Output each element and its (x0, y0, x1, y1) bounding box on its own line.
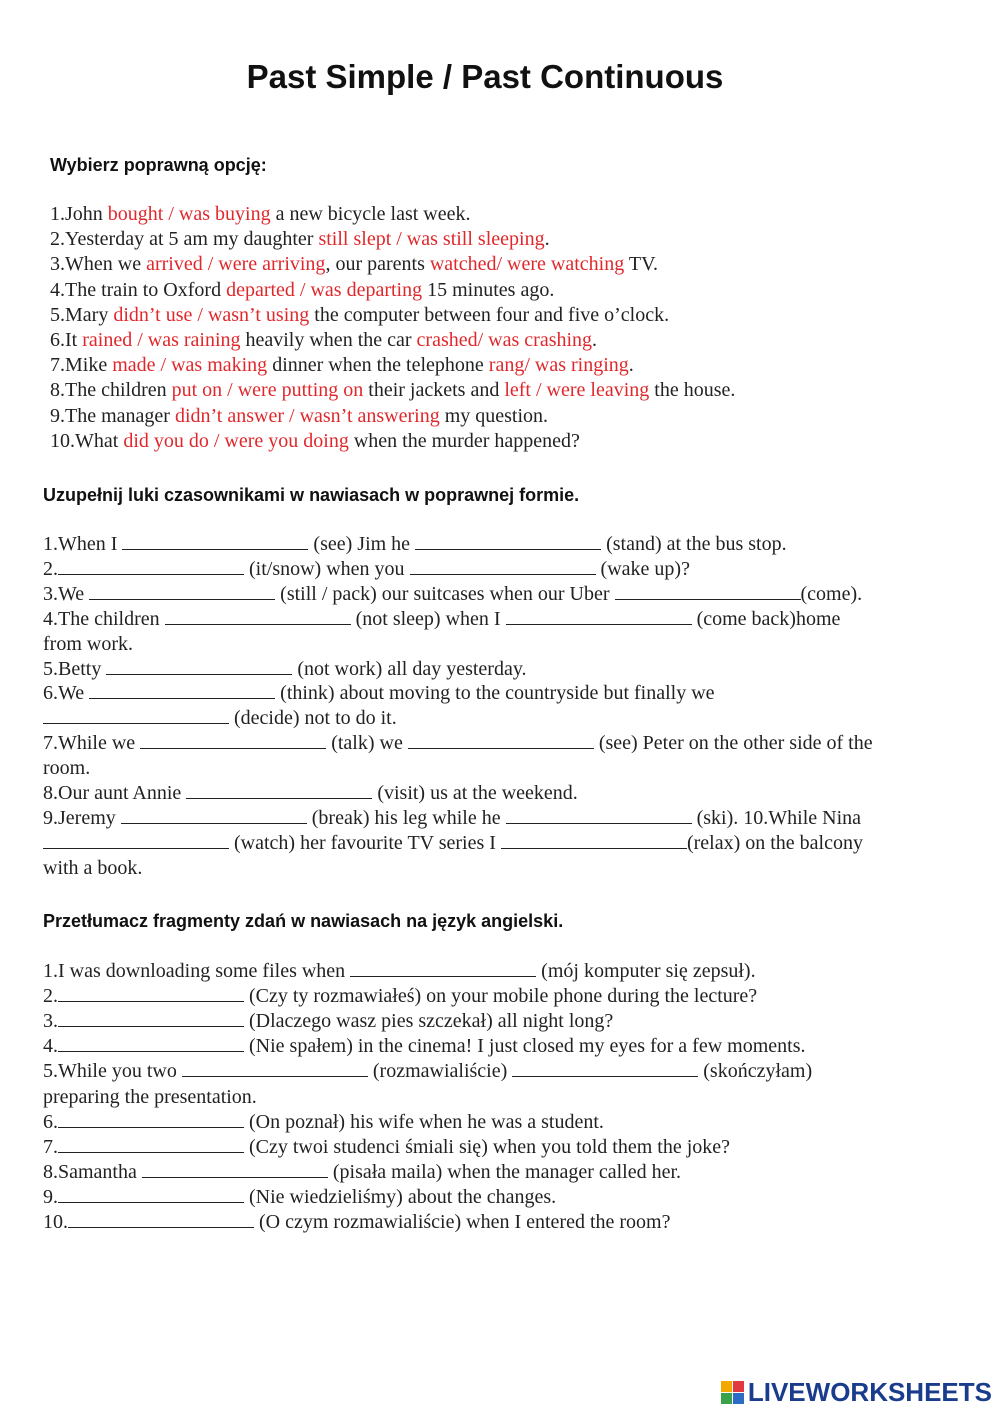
answer-option[interactable]: watched/ were watching (429, 253, 625, 276)
line-text: the house. (649, 379, 736, 402)
line-text: (not work) all day yesterday. (292, 657, 527, 680)
answer-blank[interactable] (350, 960, 536, 977)
section2-line (43, 731, 873, 756)
line-text: 15 minutes ago. (422, 278, 555, 301)
answer-blank[interactable] (58, 1111, 244, 1128)
answer-option[interactable]: bought / was buying (107, 203, 271, 225)
answer-blank[interactable] (121, 807, 307, 824)
line-text: (visit) us at the weekend. (372, 782, 578, 804)
line-text: (O czym rozmawialiście) when I entered the room? (254, 1211, 671, 1233)
line-text: (On poznał) his wife when he was a student. (244, 1110, 604, 1133)
line-text: 9. (43, 1185, 58, 1208)
section2-line (43, 856, 142, 881)
section3-line (43, 1085, 257, 1110)
section2-line (43, 532, 787, 557)
answer-blank[interactable] (165, 608, 351, 625)
section3-line (43, 1185, 556, 1210)
section3-line (43, 1110, 604, 1135)
section3-line (43, 1059, 812, 1084)
answer-blank[interactable] (415, 533, 601, 550)
line-text: preparing the presentation. (43, 1085, 257, 1108)
section3-heading: Przetłumacz fragmenty zdań w nawiasach na język angielski. (43, 911, 564, 931)
line-text: 2. (43, 557, 58, 580)
answer-option[interactable]: left / were leaving (504, 379, 650, 402)
page-title: Past Simple / Past Continuous (246, 58, 724, 95)
line-text: (Czy twoi studenci śmiali się) when you told them the joke? (244, 1135, 731, 1158)
line-text: (break) his leg while he (306, 806, 506, 829)
line-text: 7. (43, 1135, 58, 1158)
liveworksheets-logo[interactable] (721, 1377, 992, 1408)
answer-option[interactable]: crashed/ was crashing (416, 329, 593, 351)
section2-line (43, 582, 862, 607)
line-text: 9.Jeremy (43, 806, 121, 829)
line-text: when the murder happened? (348, 429, 580, 452)
line-text: 3.We (43, 582, 90, 605)
line-text: dinner when the telephone (267, 354, 489, 377)
line-text: 1.John (50, 203, 108, 225)
line-text: (come back)home (691, 607, 841, 630)
line-text: 9.The manager (50, 404, 175, 427)
answer-option[interactable]: didn’t answer / wasn’t answering (174, 404, 440, 427)
section1-line (50, 378, 735, 403)
line-text: 5.Betty (43, 657, 107, 680)
section3-line (43, 1210, 670, 1235)
line-text: 5.Mary (50, 303, 114, 326)
line-text: 10.What (50, 429, 124, 452)
section1-line (50, 227, 550, 252)
line-text: (wake up)? (595, 557, 690, 580)
answer-blank[interactable] (68, 1211, 254, 1228)
line-text: (come). (800, 582, 863, 605)
answer-blank[interactable] (89, 682, 275, 699)
line-text: from work. (43, 632, 133, 655)
line-text: (skończyłam) (698, 1060, 813, 1083)
answer-blank[interactable] (58, 985, 244, 1002)
answer-blank[interactable] (506, 608, 692, 625)
line-text: 10. (43, 1211, 68, 1233)
answer-blank[interactable] (182, 1060, 368, 1077)
line-text: 4.The children (43, 607, 165, 630)
line-text: the computer between four and five o’clock. (309, 303, 670, 326)
answer-blank[interactable] (106, 658, 292, 675)
line-text: 4.The train to Oxford (50, 278, 227, 301)
line-text: (not sleep) when I (350, 607, 506, 630)
line-text: a new bicycle last week. (270, 203, 471, 225)
line-text: 6. (43, 1110, 58, 1133)
answer-blank[interactable] (58, 1186, 244, 1203)
answer-blank[interactable] (58, 1035, 244, 1052)
line-text: (stand) at the bus stop. (601, 533, 787, 555)
line-text: 8.Our aunt Annie (43, 782, 187, 804)
section2-line (43, 806, 861, 831)
section2-line (43, 756, 90, 781)
answer-option[interactable]: did you do / were you doing (123, 429, 349, 452)
section1-line (50, 303, 669, 328)
answer-option[interactable]: still slept / was still sleeping (318, 228, 545, 251)
answer-option[interactable]: departed / was departing (226, 278, 423, 301)
section3-line (43, 1160, 681, 1185)
line-text: (Czy ty rozmawiałeś) on your mobile phone during the lecture? (244, 985, 758, 1008)
line-text: TV. (624, 253, 658, 276)
answer-blank[interactable] (58, 558, 244, 575)
line-text: (Nie spałem) in the cinema! I just closed my eyes for a few moments. (244, 1035, 806, 1058)
line-text: (rozmawialiście) (367, 1060, 513, 1083)
section2-line (43, 557, 690, 582)
logo-text: LIVEWORKSHEETS (747, 1377, 992, 1407)
line-text: , our parents (325, 253, 430, 276)
line-text: with a book. (43, 856, 143, 879)
section2-line (43, 681, 715, 706)
line-text: heavily when the car (240, 329, 417, 351)
line-text: (still / pack) our suitcases when our Uber (275, 582, 615, 605)
answer-blank[interactable] (43, 832, 229, 849)
line-text: 5.While you two (43, 1060, 182, 1083)
answer-option[interactable]: put on / were putting on (171, 379, 364, 402)
line-text: 4. (43, 1035, 58, 1058)
section1-line (50, 202, 471, 227)
answer-blank[interactable] (512, 1060, 698, 1077)
line-text: (think) about moving to the countryside but finally we (275, 682, 715, 705)
line-text: 8.Samantha (43, 1160, 142, 1183)
answer-blank[interactable] (186, 782, 372, 799)
section1-line (50, 278, 554, 303)
line-text: (ski). 10.While Nina (691, 806, 861, 829)
section3-line (43, 1009, 613, 1034)
line-text: 7.Mike (50, 354, 113, 377)
line-text: 2. (43, 985, 58, 1008)
answer-blank[interactable] (501, 832, 687, 849)
answer-blank[interactable] (506, 807, 692, 824)
section1-line (50, 404, 548, 429)
line-text: . (592, 329, 598, 351)
section3-line (43, 984, 757, 1009)
line-text: their jackets and (363, 379, 505, 402)
answer-blank[interactable] (43, 707, 229, 724)
section2-line (43, 781, 578, 806)
answer-option[interactable]: made / was making (112, 354, 268, 377)
line-text: . (544, 228, 550, 251)
line-text: 8.The children (50, 379, 172, 402)
line-text: (it/snow) when you (244, 557, 410, 580)
line-text: 6.It (50, 329, 83, 351)
answer-blank[interactable] (58, 1010, 244, 1027)
answer-option[interactable]: rang/ was ringing (488, 354, 629, 377)
line-text: (watch) her favourite TV series I (229, 831, 501, 854)
line-text: (talk) we (326, 732, 408, 755)
line-text: 1.When I (43, 533, 123, 555)
line-text: (decide) not to do it. (229, 707, 397, 730)
answer-option[interactable]: arrived / were arriving (146, 253, 326, 276)
line-text: 3. (43, 1010, 58, 1033)
answer-option[interactable]: rained / was raining (82, 329, 241, 351)
section2-line (43, 632, 133, 657)
answer-blank[interactable] (410, 558, 596, 575)
section2-line (43, 706, 397, 731)
line-text: (Nie wiedzieliśmy) about the changes. (244, 1185, 557, 1208)
answer-blank[interactable] (58, 1136, 244, 1153)
answer-blank[interactable] (408, 732, 594, 749)
line-text: 3.When we (50, 253, 147, 276)
section2-line (43, 607, 840, 632)
answer-blank[interactable] (615, 583, 801, 600)
logo-grid-icon (721, 1381, 744, 1404)
section3-line (43, 959, 756, 984)
line-text: (see) Peter on the other side of the (593, 732, 873, 755)
answer-blank[interactable] (142, 1161, 328, 1178)
line-text: (Dlaczego wasz pies szczekał) all night long? (244, 1010, 614, 1033)
section1-line (50, 429, 580, 454)
section3-line (43, 1034, 806, 1059)
section3-line (43, 1135, 730, 1160)
line-text: my question. (439, 404, 549, 427)
line-text: (see) Jim he (308, 533, 416, 555)
section1-heading: Wybierz poprawną opcję: (50, 155, 267, 175)
answer-option[interactable]: didn’t use / wasn’t using (113, 303, 310, 326)
section1-line (50, 252, 658, 277)
line-text: room. (43, 757, 91, 780)
line-text: (relax) on the balcony (686, 831, 863, 854)
line-text: (pisała maila) when the manager called her. (327, 1160, 682, 1183)
section2-line (43, 831, 863, 856)
answer-blank[interactable] (140, 732, 326, 749)
answer-blank[interactable] (122, 533, 308, 550)
section1-line (50, 353, 634, 378)
line-text: 1.I was downloading some files when (43, 960, 351, 982)
line-text: 7.While we (43, 732, 141, 755)
section2-heading: Uzupełnij luki czasownikami w nawiasach w poprawnej formie. (43, 485, 580, 505)
line-text: (mój komputer się zepsuł). (536, 960, 756, 982)
line-text: 2.Yesterday at 5 am my daughter (50, 228, 319, 251)
answer-blank[interactable] (89, 583, 275, 600)
line-text: . (628, 354, 634, 377)
section1-line (50, 328, 597, 353)
section2-line (43, 657, 527, 682)
line-text: 6.We (43, 682, 90, 705)
